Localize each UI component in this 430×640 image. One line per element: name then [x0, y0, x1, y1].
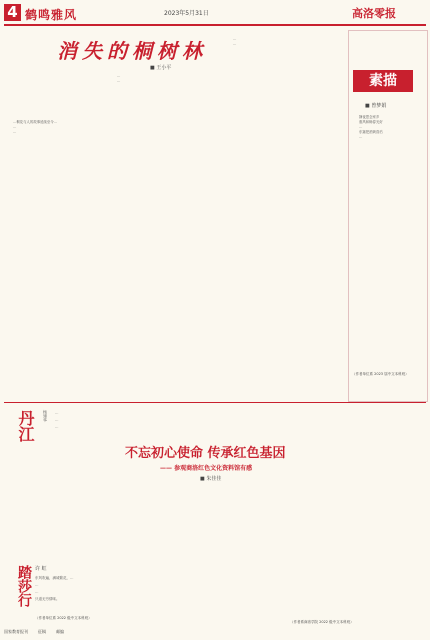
header-rule — [4, 24, 426, 26]
article2-source: （作者系商洛学院 2022 级中文本科班） — [290, 620, 354, 624]
footer: 国家教育报刊 征稿 邮编 — [4, 629, 64, 634]
masthead: 高洛零报 — [352, 7, 396, 20]
small-poem-source: （作者单位系 2022 级中文本科班） — [35, 616, 92, 620]
article2-subhead: —— 参观商洛红色文化资料馆有感 — [160, 465, 253, 472]
issue-date: 2023年5月31日 — [164, 10, 209, 17]
poem-body: … … … — [55, 411, 59, 429]
article-author: ■ 王小平 — [150, 65, 172, 71]
page-number: 4 — [4, 4, 21, 21]
section-divider — [4, 402, 426, 403]
section-title: 鹤鸣雅风 — [25, 8, 78, 22]
article-title: 消失的桐树林 — [57, 39, 207, 63]
sidebar-text: 静夜思念家乡 惠风和畅春光好 … 东篱把酒黄昏后 … — [359, 115, 383, 139]
small-poem-title: 踏莎行 — [16, 565, 32, 607]
article2-headline: 不忘初心使命 传承红色基因 — [125, 446, 286, 461]
poem-author: 杨建华 — [43, 410, 48, 422]
sidebar-source: （作者单位系 2023 届中文本科班） — [352, 372, 409, 376]
sidebar-author: ■ 曾梦娟 — [365, 103, 387, 109]
article-col-2: … … — [117, 74, 121, 83]
poem-title: 丹江 — [16, 410, 35, 442]
article-col-1: …桐花与人的故事延续至今… … … — [13, 120, 58, 134]
small-poem-author: 许 虹 — [35, 566, 47, 572]
small-poem-body: 东风吹遍，满城繁花，… … … 只道无穷情味。 — [35, 576, 74, 601]
sidebar-title: 素描 — [353, 70, 413, 92]
article2-author: ■ 朱佳佳 — [200, 476, 222, 482]
article-col-3: … … — [233, 37, 237, 46]
